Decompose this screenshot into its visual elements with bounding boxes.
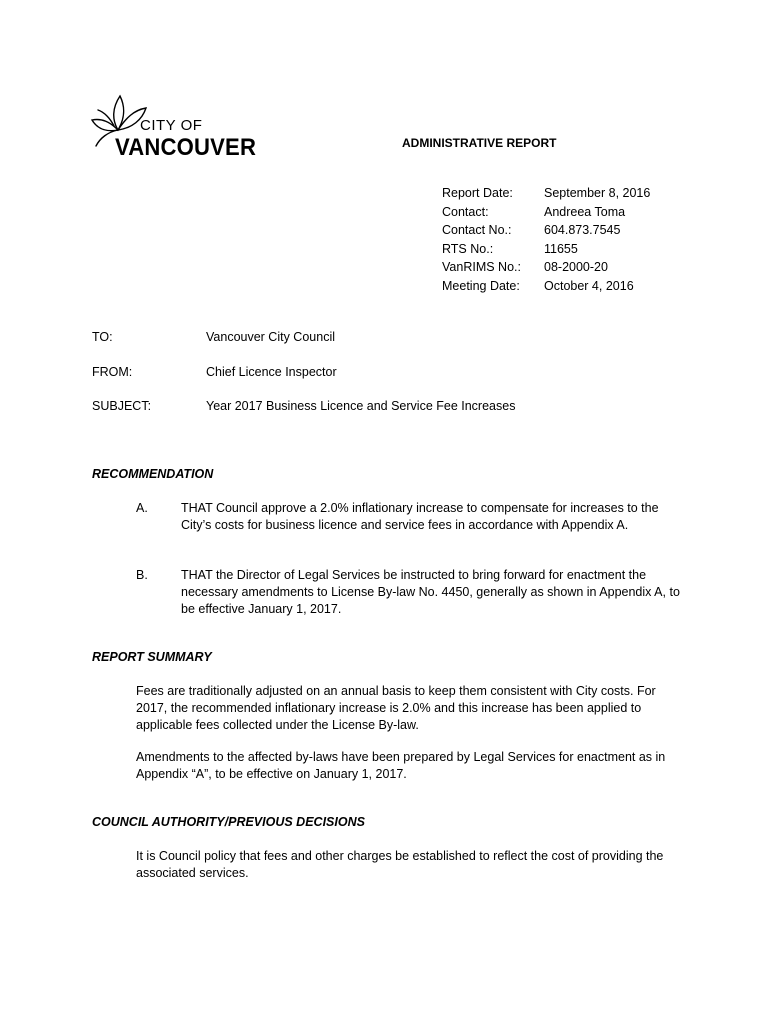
from-row xyxy=(92,365,515,400)
meta-label: Meeting Date: xyxy=(442,278,520,293)
meta-value: September 8, 2016 xyxy=(544,186,651,200)
meta-value: 08-2000-20 xyxy=(544,260,608,275)
council-paragraph: It is Council policy that fees and other charges be established to reflect the cost of providing the associated services. xyxy=(136,849,664,880)
council-authority-heading: COUNCIL AUTHORITY/PREVIOUS DECISIONS xyxy=(92,815,365,829)
city-logo xyxy=(90,90,280,170)
item-letter: B. xyxy=(136,568,148,582)
item-text: THAT the Director of Legal Services be instructed to bring forward for enactment the necessary amendments to License By-law No. 4450, generally as shown in Appendix A, to be effective January 1, 2017. xyxy=(181,568,680,616)
meta-label: VanRIMS No.: xyxy=(442,260,521,275)
recommendation-item-b xyxy=(136,567,686,618)
to-row xyxy=(92,330,515,365)
report-summary-heading: REPORT SUMMARY xyxy=(92,650,212,664)
meta-label: Report Date: xyxy=(442,186,513,200)
meta-row-meeting-date xyxy=(442,277,650,296)
meta-value: Andreea Toma xyxy=(544,204,626,219)
meta-label: RTS No.: xyxy=(442,241,494,256)
recommendation-item-a xyxy=(136,500,686,534)
meta-row-vanrims-no xyxy=(442,258,650,277)
meta-row-contact-no xyxy=(442,221,650,240)
meta-value: 11655 xyxy=(544,241,578,256)
summary-paragraph: Fees are traditionally adjusted on an annual basis to keep them consistent with City costs. For 2017, the recommended inflationary increase is 2.0% and this increase has been applied to applicable fees collected under the License By-law. xyxy=(136,684,656,732)
meta-row-contact xyxy=(442,203,650,222)
summary-paragraph: Amendments to the affected by-laws have been prepared by Legal Services for enactment as in Appendix “A”, to be effective on January 1, 2017. xyxy=(136,750,666,781)
meta-value: October 4, 2016 xyxy=(544,278,634,293)
meta-row-report-date xyxy=(442,184,650,203)
address-block xyxy=(92,330,515,434)
report-metadata xyxy=(442,184,650,296)
recommendation-heading: RECOMMENDATION xyxy=(92,467,214,481)
from-value: Chief Licence Inspector xyxy=(206,364,337,379)
logo-line1: CITY OF xyxy=(140,117,203,134)
subject-row xyxy=(92,399,515,434)
item-letter: A. xyxy=(136,501,148,515)
meta-label: Contact: xyxy=(442,204,489,219)
subject-label: SUBJECT: xyxy=(92,399,152,413)
meta-row-rts-no xyxy=(442,240,650,259)
subject-value: Year 2017 Business Licence and Service Fee Increases xyxy=(206,399,516,413)
logo-line2: VANCOUVER xyxy=(115,134,257,161)
to-label: TO: xyxy=(92,330,113,344)
from-label: FROM: xyxy=(92,364,133,379)
report-title: ADMINISTRATIVE REPORT xyxy=(402,136,557,150)
item-text: THAT Council approve a 2.0% inflationary increase to compensate for increases to the City’s costs for business licence and service fees in accordance with Appendix A. xyxy=(181,501,659,532)
to-value: Vancouver City Council xyxy=(206,330,335,344)
meta-label: Contact No.: xyxy=(442,223,512,238)
meta-value: 604.873.7545 xyxy=(544,223,621,238)
